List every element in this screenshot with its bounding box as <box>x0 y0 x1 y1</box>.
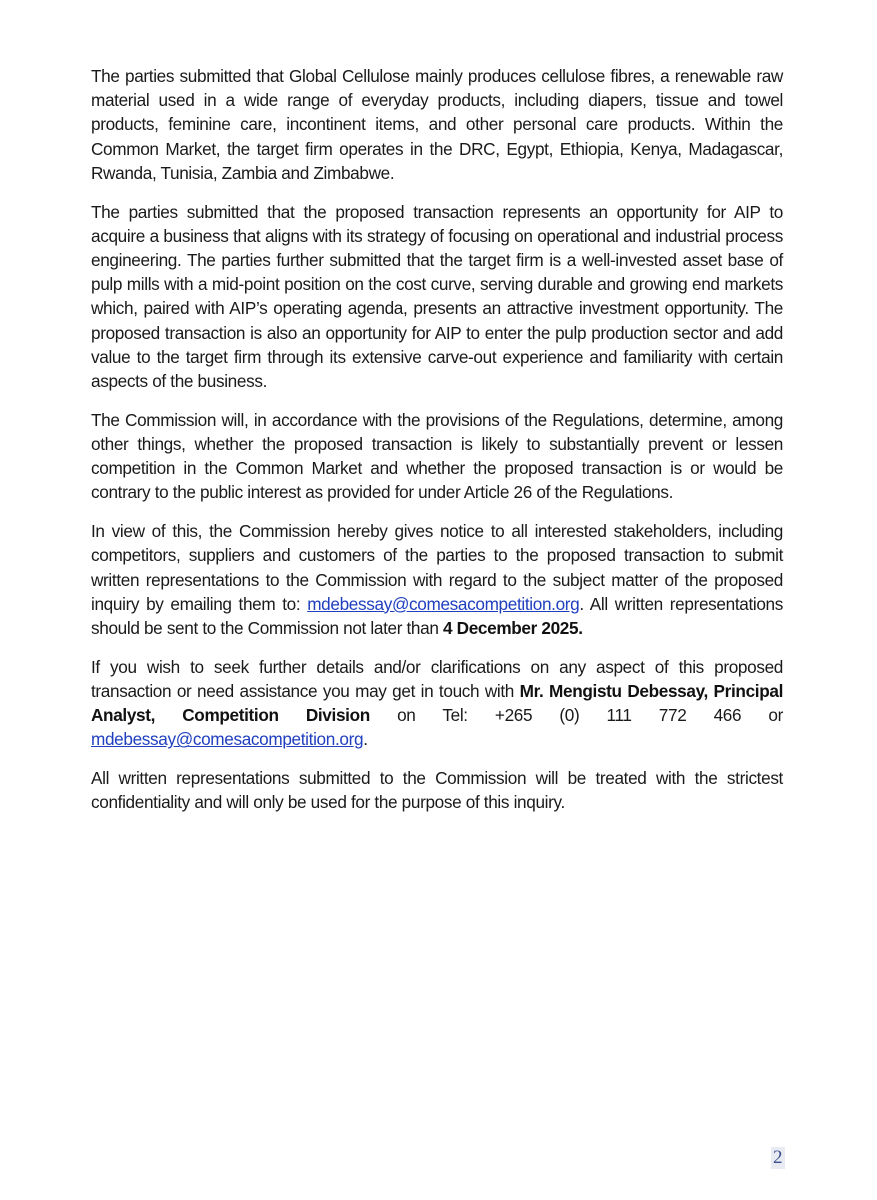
paragraph-commission-assessment: The Commission will, in accordance with the provisions of the Regulations, determine, among other things, whether the proposed transaction is likely to substantially prevent or lessen competition in the Common Market and whether the proposed transaction is or would be contrary to the public interest as provided for under Article 26 of the Regulations. <box>91 409 783 503</box>
page-number: 2 <box>773 1147 783 1168</box>
paragraph-confidentiality: All written representations submitted to the Commission will be treated with the strictest confidentiality and will only be used for the purpose of this inquiry. <box>91 768 783 813</box>
contact-person: Mr. Mengistu Debessay, Principal Analyst, Competition Division <box>91 681 783 726</box>
notice-text: In view of this, the Commission hereby gives notice to all interested stakeholders, including competitors, suppliers and customers of the parties to the proposed transaction to submit written representations to the Commission with regard to the subject matter of the proposed inquiry by emailing them to: <box>91 521 783 614</box>
notice-deadline-text: . All written representations should be sent to the Commission not later than <box>91 593 784 639</box>
email-link[interactable]: mdebessay@comesacompetition.org <box>307 593 580 614</box>
paragraph-contact-details <box>91 655 783 752</box>
contact-intro-text: If you wish to seek further details and/or clarifications on any aspect of this proposed transaction or need assistance you may get in touch with <box>91 656 783 702</box>
paragraph-notice-to-stakeholders <box>91 519 783 640</box>
contact-email-link[interactable]: mdebessay@comesacompetition.org <box>91 729 364 750</box>
submission-deadline: 4 December 2025. <box>443 618 583 639</box>
paragraph-transaction-rationale: The parties submitted that the proposed transaction represents an opportunity for AIP to acquire a business that aligns with its strategy of focusing on operational and industrial process engineering. The parties further submitted that the target firm is a well-invested asset base of pulp mills with a mid-point position on the cost curve, serving durable and growing end markets which, paired with AIP’s operating agenda, presents an attractive investment opportunity. The proposed transaction is also an opportunity for AIP to enter the pulp production sector and add value to the target firm through its extensive carve-out experience and familiarity with certain aspects of the business. <box>91 201 783 392</box>
contact-end-punctuation: . <box>363 729 368 750</box>
contact-phone-text: on Tel: +265 (0) 111 772 466 or <box>369 705 783 726</box>
document-body <box>91 64 783 829</box>
paragraph-target-firm-description: The parties submitted that Global Cellulose mainly produces cellulose fibres, a renewable raw material used in a wide range of everyday products, including diapers, tissue and towel products, feminine care, incontinent items, and other personal care products. Within the Common Market, the target firm operates in the DRC, Egypt, Ethiopia, Kenya, Madagascar, Rwanda, Tunisia, Zambia and Zimbabwe. <box>91 66 783 183</box>
